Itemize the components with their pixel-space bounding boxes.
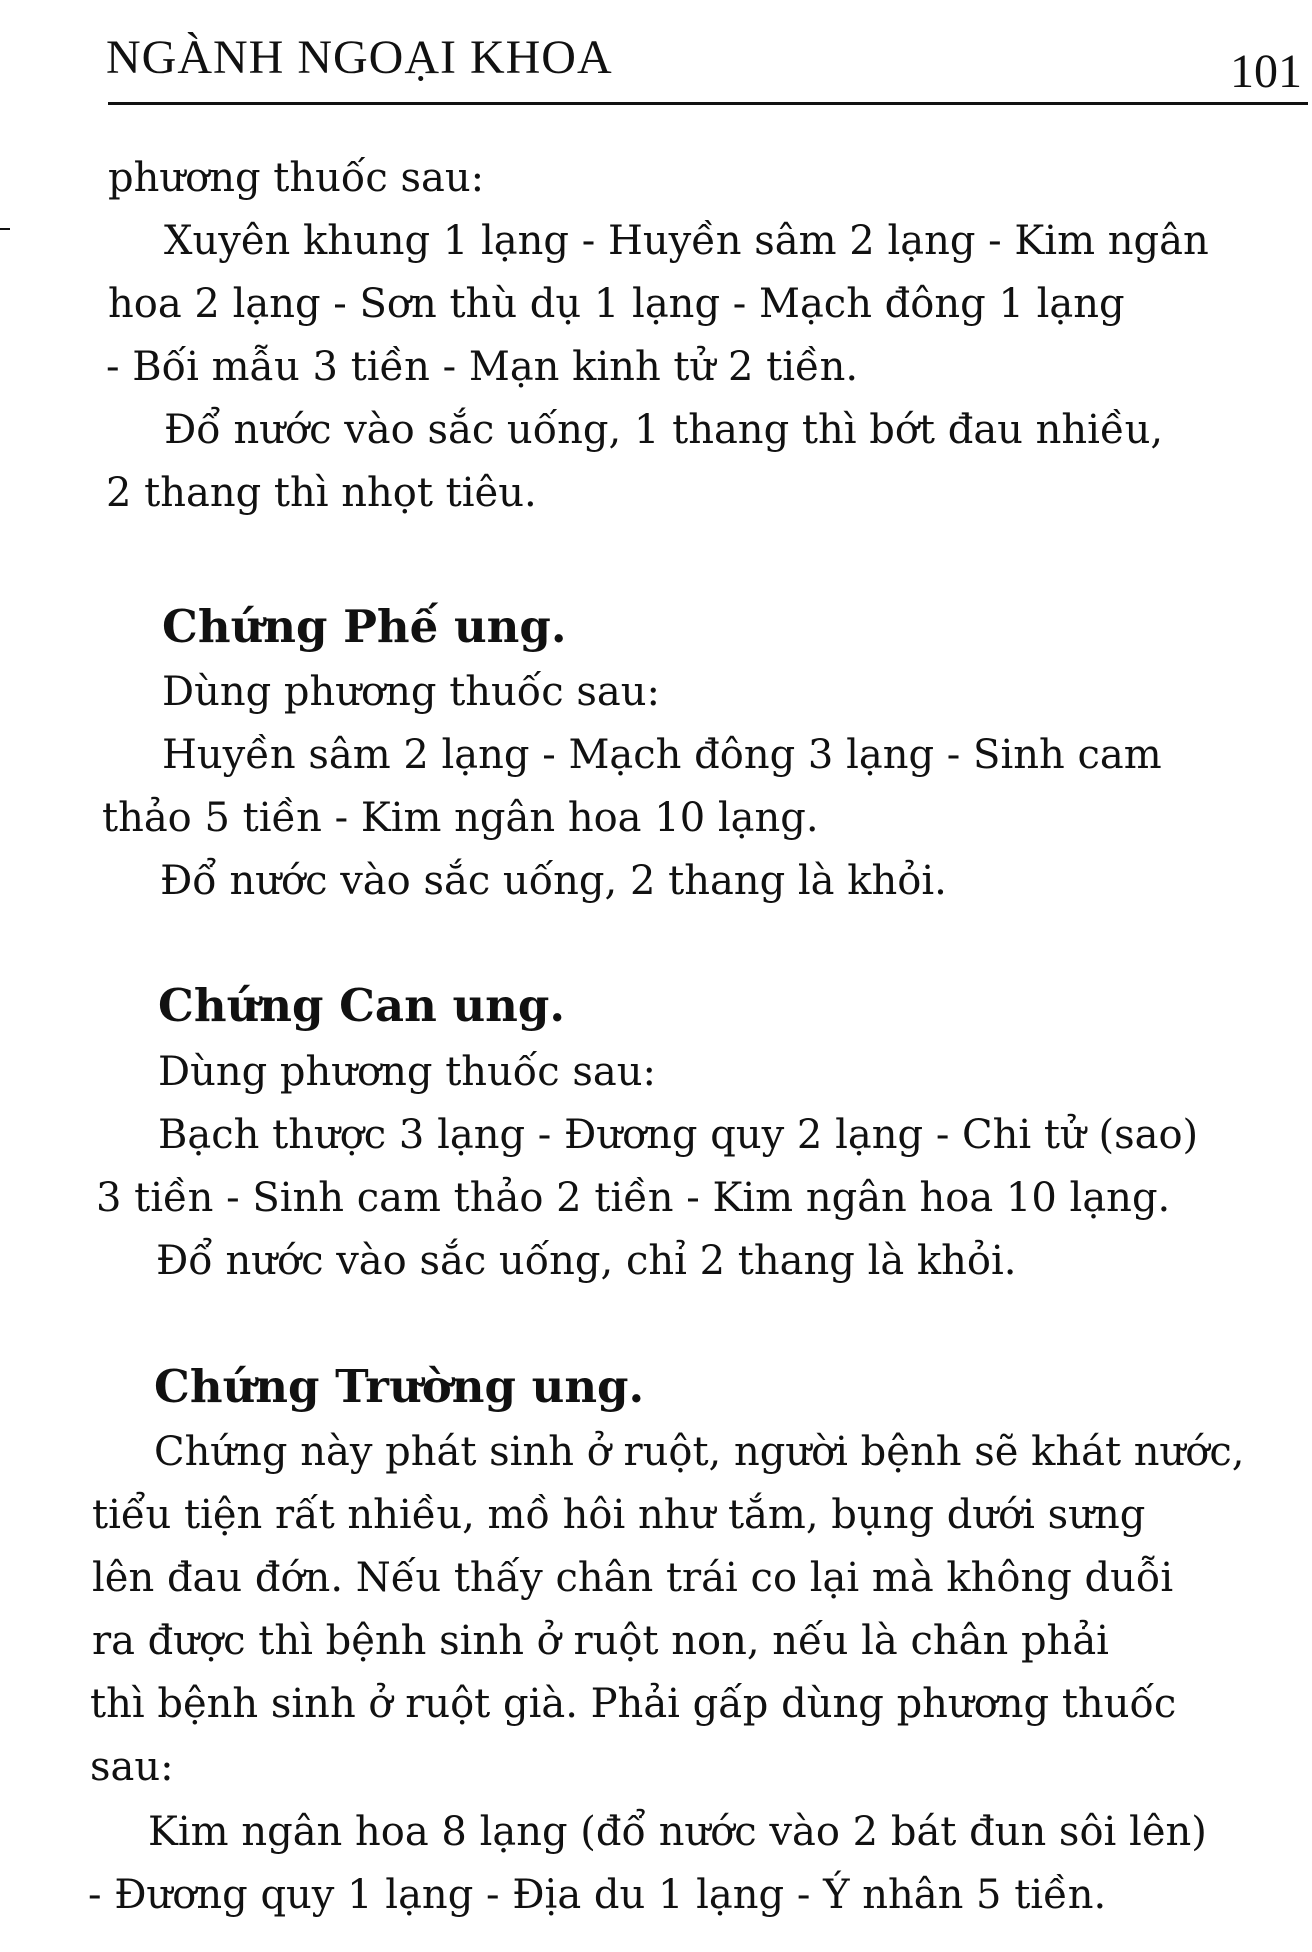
body-line: phương thuốc sau: [108,155,485,201]
body-line: - Bối mẫu 3 tiền - Mạn kinh tử 2 tiền. [106,344,859,390]
body-line: Đổ nước vào sắc uống, chỉ 2 thang là khỏi. [156,1238,1017,1284]
body-line: Đổ nước vào sắc uống, 1 thang thì bớt đau nhiều, [164,407,1164,453]
body-line: ra được thì bệnh sinh ở ruột non, nếu là chân phải [92,1618,1109,1664]
page-number: 101 [1230,45,1302,98]
body-line: Đổ nước vào sắc uống, 2 thang là khỏi. [160,858,947,904]
body-line: 3 tiền - Sinh cam thảo 2 tiền - Kim ngân hoa 10 lạng. [96,1175,1171,1221]
section-heading: Chứng Trường ung. [154,1360,645,1413]
body-line: tiểu tiện rất nhiều, mồ hôi như tắm, bụng dưới sưng [92,1492,1146,1538]
body-line: lên đau đớn. Nếu thấy chân trái co lại mà không duỗi [92,1555,1174,1601]
body-line: Kim ngân hoa 8 lạng (đổ nước vào 2 bát đun sôi lên) [148,1809,1207,1855]
body-line: Xuyên khung 1 lạng - Huyền sâm 2 lạng - Kim ngân [164,218,1209,264]
section-heading: Chứng Phế ung. [162,600,567,653]
header-rule [108,102,1308,105]
body-line: 2 thang thì nhọt tiêu. [106,470,537,516]
body-line: Bạch thược 3 lạng - Đương quy 2 lạng - Chi tử (sao) [158,1112,1199,1158]
running-title: NGÀNH NGOẠI KHOA [106,31,613,84]
body-line: Dùng phương thuốc sau: [158,1049,657,1095]
body-line: Dùng phương thuốc sau: [162,669,661,715]
section-heading: Chứng Can ung. [158,979,566,1032]
body-line: Huyền sâm 2 lạng - Mạch đông 3 lạng - Sinh cam [162,732,1162,778]
body-line: - Đương quy 1 lạng - Địa du 1 lạng - Ý nhân 5 tiền. [88,1872,1107,1918]
body-line: thì bệnh sinh ở ruột già. Phải gấp dùng phương thuốc [90,1681,1177,1727]
body-line: hoa 2 lạng - Sơn thù dụ 1 lạng - Mạch đông 1 lạng [108,281,1125,327]
body-line: thảo 5 tiền - Kim ngân hoa 10 lạng. [102,795,819,841]
body-line: sau: [90,1744,174,1790]
margin-mark [0,228,10,230]
body-line: Chứng này phát sinh ở ruột, người bệnh sẽ khát nước, [154,1429,1245,1475]
